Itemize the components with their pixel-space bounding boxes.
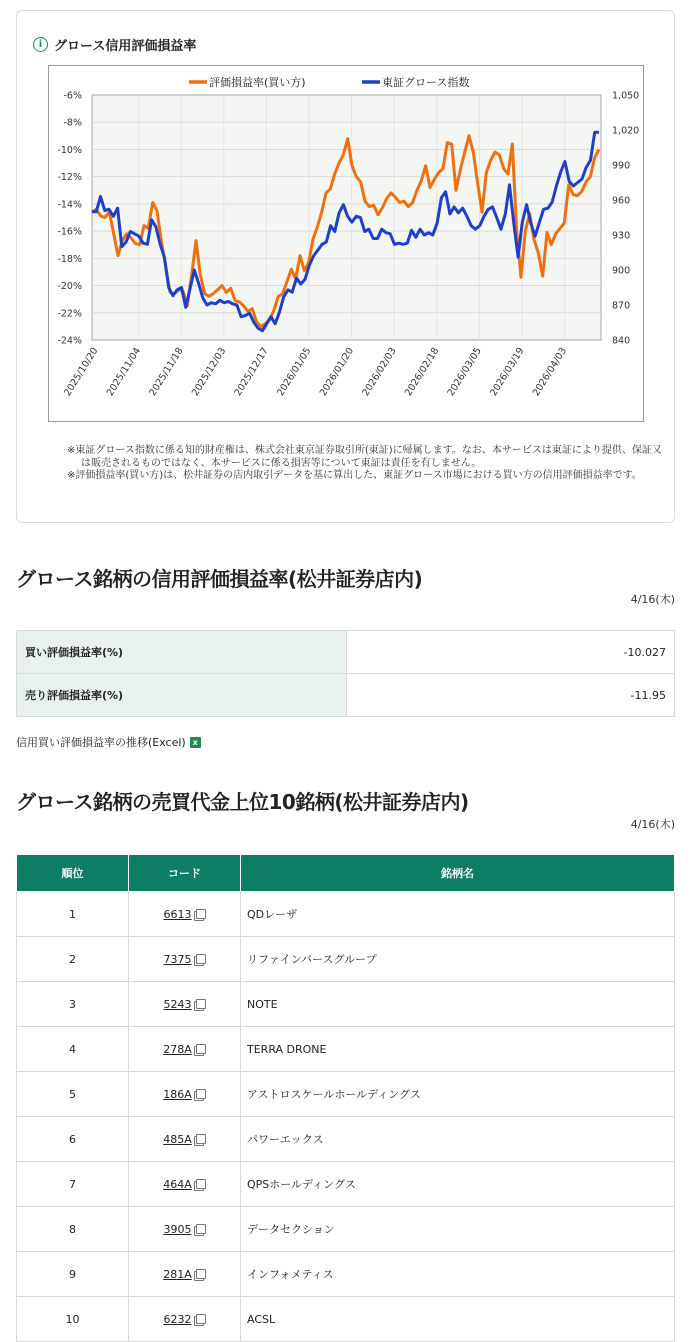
chart-card [16, 10, 675, 523]
y-left-tick-label: -22% [57, 308, 82, 320]
rank-cell: 6 [17, 1117, 129, 1162]
ranking-section-heading: グロース銘柄の売買代金上位10銘柄(松井証券店内) [16, 790, 469, 814]
y-right-tick-label: 900 [612, 265, 631, 277]
rate-table [16, 630, 675, 717]
excel-icon[interactable]: x [190, 737, 201, 748]
ranking-table [16, 855, 675, 1342]
chart-area [48, 65, 644, 422]
rank-cell: 1 [17, 892, 129, 937]
copy-icon[interactable] [196, 1044, 206, 1054]
stock-code-link[interactable]: 281A [163, 1267, 192, 1281]
code-cell [129, 1162, 241, 1207]
stock-name-cell: NOTE [241, 982, 675, 1027]
table-row [17, 1252, 675, 1297]
note-definition: ※評価損益率(買い方)は、松井証券の店内取引データを基に算出した、東証グロース市場における買い方の信用評価損益率です。 [67, 470, 642, 481]
y-right-tick-label: 870 [612, 300, 631, 312]
y-left-tick-label: -14% [57, 199, 82, 211]
x-tick-label: 2025/12/03 [189, 345, 229, 399]
excel-link-text[interactable]: 信用買い評価損益率の推移(Excel) [16, 736, 186, 749]
stock-code-link[interactable]: 464A [163, 1177, 192, 1191]
ranking-header-row [17, 855, 675, 892]
table-row [17, 982, 675, 1027]
stock-name-cell: アストロスケールホールディングス [241, 1072, 675, 1117]
code-cell [129, 892, 241, 937]
x-tick-label: 2026/03/05 [445, 345, 484, 399]
rank-cell: 9 [17, 1252, 129, 1297]
table-row [17, 631, 675, 674]
buy-rate-label: 買い評価損益率(%) [17, 631, 347, 674]
y-right-tick-label: 1,050 [612, 90, 640, 102]
buy-rate-value: -10.027 [347, 631, 675, 674]
y-left-tick-label: -12% [57, 172, 82, 184]
copy-icon[interactable] [196, 909, 206, 919]
copy-icon[interactable] [196, 954, 206, 964]
y-left-tick-label: -20% [57, 281, 82, 293]
stock-name-cell: インフォメティス [241, 1252, 675, 1297]
stock-code-link[interactable]: 6613 [163, 907, 192, 921]
stock-name-cell: QPSホールディングス [241, 1162, 675, 1207]
x-tick-label: 2026/03/19 [488, 345, 527, 399]
y-right-tick-label: 960 [612, 195, 631, 207]
rank-cell: 7 [17, 1162, 129, 1207]
table-row [17, 892, 675, 937]
table-row [17, 1072, 675, 1117]
stock-code-link[interactable]: 7375 [163, 952, 192, 966]
x-tick-label: 2026/01/20 [317, 345, 357, 399]
code-cell [129, 1297, 241, 1342]
table-row [17, 1117, 675, 1162]
y-left-tick-label: -16% [57, 226, 82, 238]
header-rank: 順位 [17, 855, 129, 892]
code-cell [129, 1027, 241, 1072]
x-tick-label: 2025/11/04 [104, 345, 144, 399]
sell-rate-value: -11.95 [347, 674, 675, 717]
rate-section-date: 4/16(木) [630, 593, 675, 606]
code-cell [129, 1252, 241, 1297]
rank-cell: 4 [17, 1027, 129, 1072]
stock-code-link[interactable]: 278A [163, 1042, 192, 1056]
x-tick-label: 2026/02/03 [360, 345, 399, 399]
copy-icon[interactable] [196, 1314, 206, 1324]
x-tick-label: 2026/01/05 [275, 345, 314, 399]
table-row [17, 674, 675, 717]
code-cell [129, 1072, 241, 1117]
rank-cell: 10 [17, 1297, 129, 1342]
x-tick-label: 2025/12/17 [232, 345, 271, 399]
y-right-tick-label: 930 [612, 230, 631, 242]
copy-icon[interactable] [196, 999, 206, 1009]
legend-label-1: 東証グロース指数 [382, 76, 470, 89]
table-row [17, 1207, 675, 1252]
chart-title-text: グロース信用評価損益率 [54, 39, 197, 54]
code-cell [129, 982, 241, 1027]
stock-code-link[interactable]: 485A [163, 1132, 192, 1146]
x-tick-label: 2026/04/03 [530, 345, 570, 399]
legend-label-0: 評価損益率(買い方) [209, 76, 306, 89]
table-row [17, 1297, 675, 1342]
y-left-tick-label: -18% [57, 253, 82, 265]
y-right-tick-label: 1,020 [612, 125, 640, 137]
info-icon[interactable]: i [33, 37, 48, 52]
stock-name-cell: ACSL [241, 1297, 675, 1342]
rank-cell: 3 [17, 982, 129, 1027]
stock-name-cell: データセクション [241, 1207, 675, 1252]
y-left-tick-label: -6% [63, 90, 82, 102]
stock-code-link[interactable]: 5243 [163, 997, 192, 1011]
stock-code-link[interactable]: 186A [163, 1087, 192, 1101]
copy-icon[interactable] [196, 1224, 206, 1234]
chart-card-title [33, 35, 196, 54]
code-cell [129, 937, 241, 982]
code-cell [129, 1117, 241, 1162]
table-row [17, 1027, 675, 1072]
header-code: コード [129, 855, 241, 892]
stock-name-cell: QDレーザ [241, 892, 675, 937]
rank-cell: 5 [17, 1072, 129, 1117]
x-tick-label: 2026/02/18 [402, 345, 442, 399]
header-name: 銘柄名 [241, 855, 675, 892]
copy-icon[interactable] [196, 1179, 206, 1189]
note-copyright: ※東証グロース指数に係る知的財産権は、株式会社東京証券取引所(東証)に帰属します。なお、本サービスは東証により提供、保証又は販売されるものではなく、本サービスに係る損害等について東証は責任を有しません。 [67, 445, 662, 469]
copy-icon[interactable] [196, 1269, 206, 1279]
stock-code-link[interactable]: 6232 [163, 1312, 192, 1326]
sell-rate-label: 売り評価損益率(%) [17, 674, 347, 717]
y-left-tick-label: -8% [63, 117, 82, 129]
x-tick-label: 2025/10/20 [62, 345, 101, 399]
ranking-section-date: 4/16(木) [630, 818, 675, 831]
stock-name-cell: TERRA DRONE [241, 1027, 675, 1072]
copy-icon[interactable] [196, 1134, 206, 1144]
y-left-tick-label: -10% [57, 144, 82, 156]
chart-notes [67, 445, 667, 483]
line-chart [49, 66, 643, 421]
stock-code-link[interactable]: 3905 [163, 1222, 192, 1236]
table-row [17, 1162, 675, 1207]
y-right-tick-label: 840 [612, 335, 631, 347]
copy-icon[interactable] [196, 1089, 206, 1099]
code-cell [129, 1207, 241, 1252]
y-right-tick-label: 990 [612, 160, 631, 172]
table-row [17, 937, 675, 982]
y-left-tick-label: -24% [57, 335, 82, 347]
rate-section-heading: グロース銘柄の信用評価損益率(松井証券店内) [16, 567, 423, 591]
rank-cell: 8 [17, 1207, 129, 1252]
x-tick-label: 2025/11/18 [147, 345, 186, 399]
excel-download-link[interactable] [16, 734, 201, 750]
stock-name-cell: パワーエックス [241, 1117, 675, 1162]
rank-cell: 2 [17, 937, 129, 982]
stock-name-cell: リファインバースグループ [241, 937, 675, 982]
